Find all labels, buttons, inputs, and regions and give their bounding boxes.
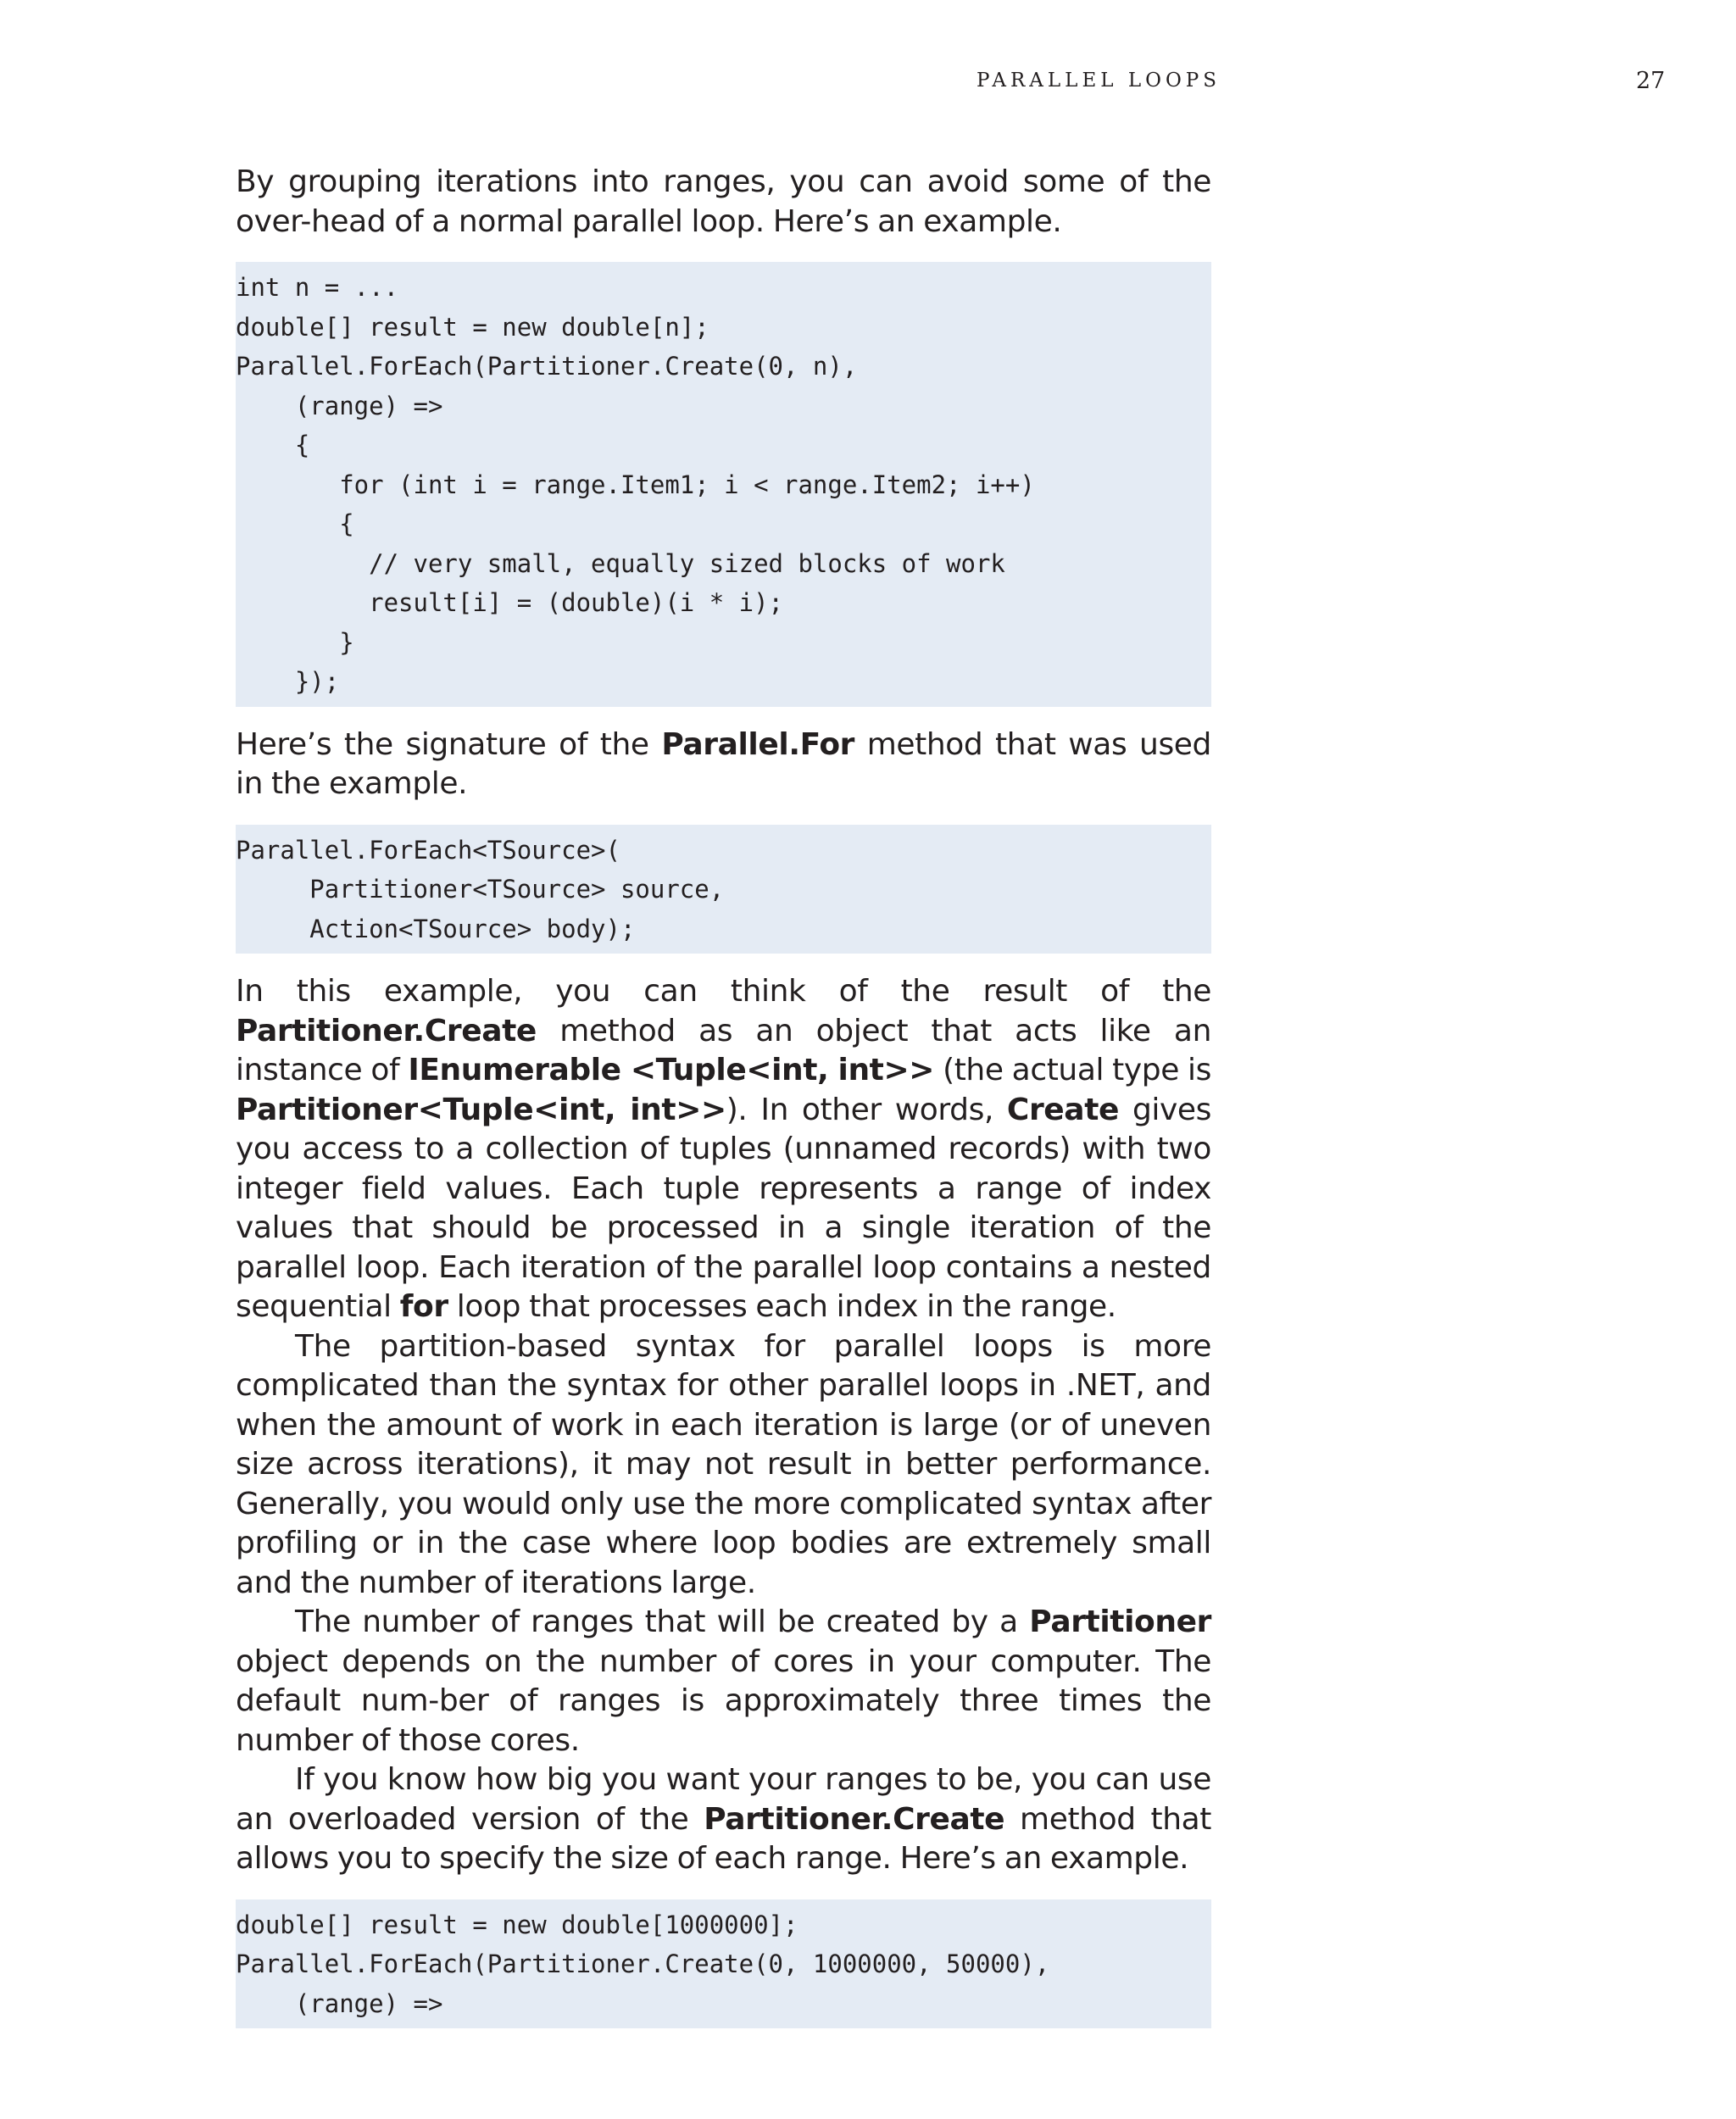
- page-number: 27: [1636, 68, 1666, 94]
- performance-paragraph: The partition-based syntax for parallel loops is more complicated than the syntax for other parallel loops in .NET, and when the amount of work in each iteration is large (or of uneven size across iterations), it may not result in better performance. Generally, you would only use the more complicated syntax after profiling or in the case where loop bodies are extremely small and the number of iterations large.: [236, 1328, 1211, 1600]
- text-run: ). In other words,: [726, 1092, 1007, 1127]
- code-line: Parallel.ForEach<TSource>(: [236, 835, 620, 865]
- bold-term: Partitioner<Tuple<int, int>>: [236, 1092, 726, 1127]
- bold-term: Partitioner: [1029, 1605, 1211, 1639]
- text-run: method that allows you to specify the size of each range. Here’s an example.: [236, 1801, 1211, 1876]
- code-line: // very small, equally sized blocks of work: [236, 548, 1005, 578]
- code-line: double[] result = new double[n];: [236, 312, 709, 342]
- text-run: gives you access to a collection of tuples (unnamed records) with two integer field values. Each tuple represents a range of index values that should be processed in a single iteration of the parallel loop. Each iteration of the parallel loop contains a nested sequential: [236, 1092, 1212, 1324]
- text-run: object depends on the number of cores in your computer. The default num-ber of ranges is approximately three times the number of those cores.: [236, 1643, 1211, 1758]
- bold-term: for: [399, 1289, 448, 1324]
- explanation-paragraph: [236, 972, 1211, 1327]
- text-run: In this example, you can think of the result of the: [236, 974, 1211, 1009]
- running-head: PARALLEL LOOPS: [976, 70, 1221, 92]
- code-block-range-size: [236, 1899, 1211, 2029]
- bold-term: Partitioner.Create: [704, 1801, 1005, 1837]
- text-run: method as an object that acts like an instance of: [236, 1013, 1211, 1087]
- code-line: double[] result = new double[1000000];: [236, 1910, 798, 1939]
- text-run: (the actual type is: [934, 1053, 1211, 1087]
- code-line: {: [236, 431, 310, 459]
- bold-term: IEnumerable <Tuple<int, int>>: [408, 1053, 935, 1087]
- code-line: {: [236, 509, 354, 538]
- bold-term: Partitioner.Create: [236, 1013, 537, 1048]
- code-line: });: [236, 667, 340, 696]
- bold-term: Parallel.For: [661, 726, 855, 762]
- text-run: Here’s the signature of the: [236, 726, 662, 762]
- text-run: method that was used in the example.: [236, 726, 1212, 801]
- code-line: result[i] = (double)(i * i);: [236, 588, 784, 617]
- code-line: Action<TSource> body);: [236, 914, 636, 943]
- code-line: Partitioner<TSource> source,: [236, 875, 725, 904]
- code-block-signature: [236, 825, 1211, 954]
- code-line: Parallel.ForEach(Partitioner.Create(0, n),: [236, 352, 858, 381]
- code-line: (range) =>: [236, 391, 443, 420]
- ranges-paragraph: [236, 1603, 1211, 1760]
- code-line: for (int i = range.Item1; i < range.Item2; i++): [236, 470, 1035, 499]
- range-size-paragraph: [236, 1760, 1211, 1879]
- code-line: int n = ...: [236, 273, 399, 302]
- code-block-range-loop: [236, 262, 1211, 707]
- text-run: If you know how big you want your ranges to be, you can use an overloaded version of the: [236, 1762, 1211, 1837]
- bold-term: Create: [1006, 1092, 1120, 1127]
- code-line: (range) =>: [236, 1988, 443, 2018]
- text-run: loop that processes each index in the range.: [448, 1289, 1116, 1324]
- page-body: [236, 163, 1211, 2047]
- signature-paragraph: [236, 726, 1211, 804]
- code-line: }: [236, 627, 354, 657]
- code-line: Parallel.ForEach(Partitioner.Create(0, 1000000, 50000),: [236, 1949, 1050, 1978]
- text-run: The number of ranges that will be created by a: [295, 1605, 1030, 1639]
- intro-paragraph: By grouping iterations into ranges, you can avoid some of the over-head of a normal parallel loop. Here’s an example.: [236, 164, 1211, 239]
